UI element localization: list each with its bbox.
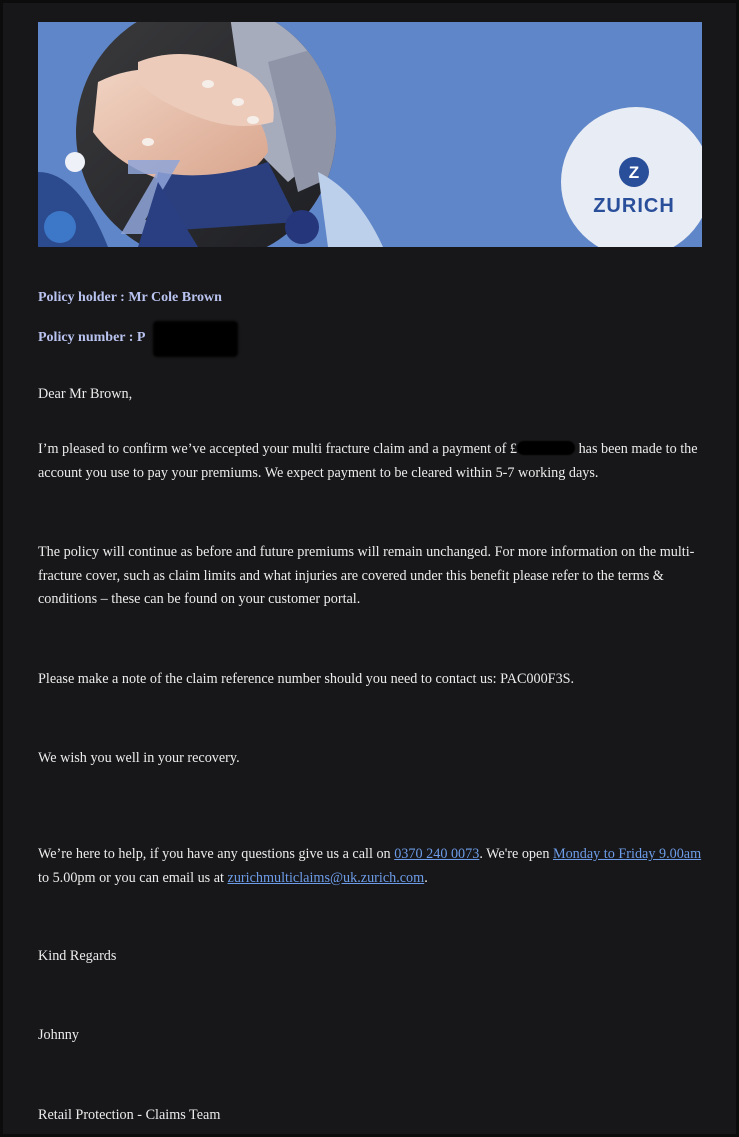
policy-info-paragraph: The policy will continue as before and future premiums will remain unchanged. For more information on the multi-fracture cover, such as claim limits and what injuries are covered under this benefit please refer to the terms & conditions – these can be found on your customer portal. [38, 544, 695, 607]
confirmation-paragraph [38, 438, 703, 485]
policy-number: Policy number : P [38, 330, 146, 345]
confirmation-text-start: I’m pleased to confirm we’ve accepted your multi fracture claim and a payment of £ [38, 441, 518, 457]
contact-paragraph [38, 843, 703, 890]
policy-number-redaction [153, 321, 238, 357]
greeting: Dear Mr Brown, [38, 386, 133, 402]
payment-amount-redaction [517, 441, 575, 455]
confirmation-text-end: has been made to the account you use to pay your premiums. We expect payment to be cleared within 5-7 working days. [38, 441, 698, 481]
contact-text-1: We’re here to help, if you have any questions give us a call on [38, 846, 395, 862]
policy-holder: Policy holder : Mr Cole Brown [38, 290, 222, 305]
team-name: Retail Protection - Claims Team [38, 1107, 221, 1123]
contact-text-4: . [424, 869, 428, 886]
banner-illustration [38, 22, 702, 247]
zurich-logo-mark: Z [628, 163, 640, 182]
phone-link[interactable]: 0370 240 0073 [394, 846, 480, 862]
zurich-logo-text: ZURICH [593, 195, 675, 217]
signer-name: Johnny [38, 1027, 79, 1043]
email-link[interactable]: zurichmulticlaims@uk.zurich.com [227, 869, 425, 886]
contact-text-3: to 5.00pm or you can email us at [38, 869, 228, 886]
email-header-banner [38, 22, 702, 247]
recovery-wish: We wish you well in your recovery. [38, 750, 240, 766]
contact-text-2: . We're open [479, 846, 553, 862]
claim-reference-paragraph: Please make a note of the claim reference number should you need to contact us: PAC000F3S. [38, 671, 575, 687]
sign-off: Kind Regards [38, 948, 117, 964]
opening-hours-link[interactable]: Monday to Friday 9.00am [552, 846, 702, 862]
